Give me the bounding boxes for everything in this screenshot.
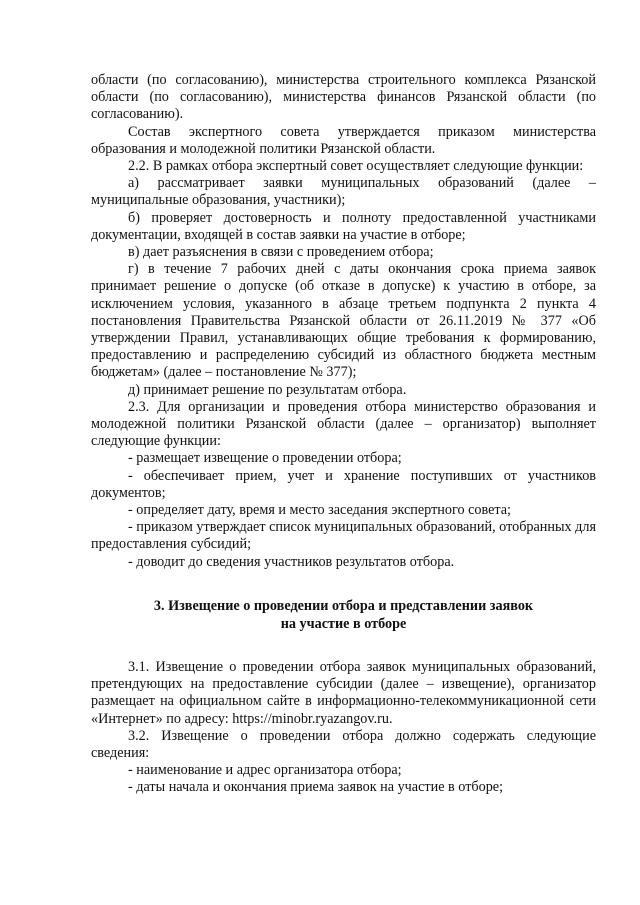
list-item-d: д) принимает решение по результатам отбора. <box>128 381 407 398</box>
list-item-dash-1: - размещает извещение о проведении отбора; <box>128 450 402 467</box>
section-heading <box>91 597 596 633</box>
list-item-dash-6: - наименование и адрес организатора отбора; <box>128 762 402 779</box>
list-item-dash-7: - даты начала и окончания приема заявок на участие в отборе; <box>128 779 504 796</box>
paragraph-expert-council: Состав экспертного совета утверждается приказом министерства образования и молодежной политики Рязанской области. <box>91 123 596 157</box>
list-item-dash-3: - определяет дату, время и место заседания экспертного совета; <box>128 502 511 519</box>
paragraph-2-3: 2.3. Для организации и проведения отбора министерство образования и молодежной политики Рязанской области (далее – организатор) выполняет следующие функции: <box>91 398 596 450</box>
document-body <box>91 72 596 797</box>
spacer <box>91 571 596 597</box>
list-item-dash-5: - доводит до сведения участников результатов отбора. <box>128 553 455 570</box>
list-item-dash-2: - обеспечивает прием, учет и хранение поступивших от участников документов; <box>91 467 596 501</box>
paragraph-3-2: 3.2. Извещение о проведении отбора должно содержать следующие сведения: <box>91 727 596 761</box>
list-item-dash-4: - приказом утверждает список муниципальных образований, отобранных для предоставления субсидий; <box>91 519 596 553</box>
spacer <box>91 633 596 659</box>
list-item-b: б) проверяет достоверность и полноту предоставленной участниками документации, входящей в состав заявки на участие в отборе; <box>91 209 596 243</box>
list-item-a: а) рассматривает заявки муниципальных образований (далее – муниципальные образования, участники); <box>91 175 596 209</box>
list-item-g: г) в течение 7 рабочих дней с даты окончания срока приема заявок принимает решение о допуске (об отказе в допуске) к участию в отборе, за исключением условия, указанного в абзаце третьем подпункта 2 пункта 4 постановления Правительства Рязанской области от 26.11.2019 № 377 «Об утверждении Правил, устанавливающих общие требования к формированию, предоставлению и распределению субсидий из областного бюджета местным бюджетам» (далее – постановление № 377); <box>91 261 596 381</box>
paragraph-3-1: 3.1. Извещение о проведении отбора заявок муниципальных образований, претендующих на предоставление субсидии (далее – извещение), организатор размещает на официальном сайте в информационно-телекоммуникационной сети «Интернет» по адресу: https://minobr.ryazangov.ru. <box>91 658 596 727</box>
paragraph-2-2: 2.2. В рамках отбора экспертный совет осуществляет следующие функции: <box>128 158 584 175</box>
section-heading-line-2: на участие в отборе <box>280 615 407 632</box>
list-item-v: в) дает разъяснения в связи с проведением отбора; <box>128 244 434 261</box>
paragraph-continuation: области (по согласованию), министерства строительного комплекса Рязанской области (по согласованию), министерства финансов Рязанской области (по согласованию). <box>91 72 596 123</box>
section-heading-line-1: 3. Извещение о проведении отбора и представлении заявок <box>153 597 534 614</box>
